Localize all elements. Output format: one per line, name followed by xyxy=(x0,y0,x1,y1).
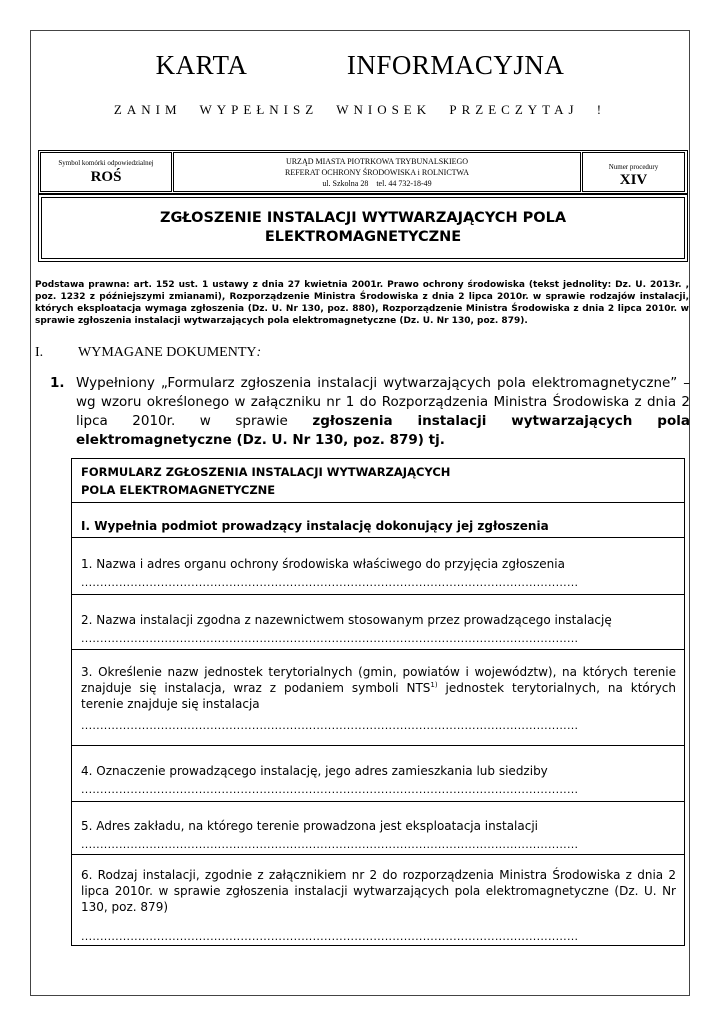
field-3-label-part-2: jednostek terytorialnych, na których terenie znajduje się instalacja xyxy=(81,681,676,711)
section-colon: : xyxy=(256,345,262,360)
form-field-6 xyxy=(72,855,684,945)
procedure-cell xyxy=(582,152,685,192)
form-part-heading xyxy=(72,503,684,538)
field-5-answer-line[interactable]: ................................................................................................................................... xyxy=(81,838,579,851)
unit-label: Symbol komórki odpowiedzialnej xyxy=(58,159,154,167)
field-2-answer-line[interactable]: ................................................................................................................................... xyxy=(81,632,579,645)
field-1-answer-line[interactable]: ................................................................................................................................... xyxy=(81,576,579,589)
document-title-box xyxy=(38,194,688,262)
form-field-3 xyxy=(72,650,684,746)
field-3-answer-line[interactable]: ................................................................................................................................... xyxy=(81,719,579,732)
procedure-value: XIV xyxy=(619,172,648,188)
item-text-bold: zgłoszenia instalacji wytwarzających pola elektromagnetyczne (Dz. U. Nr 130, poz. 879) tj. xyxy=(76,413,690,448)
office-line-3: ul. Szkolna 28 tel. 44 732-18-49 xyxy=(322,179,432,188)
field-2-label: 2. Nazwa instalacji zgodna z nazewnictwem stosowanym przez prowadzącego instalację xyxy=(81,613,612,627)
field-6-label: 6. Rodzaj instalacji, zgodnie z załącznikiem nr 2 do rozporządzenia Ministra Środowiska z dnia 2 lipca 2010r. w sprawie zgłoszenia instalacji wytwarzających pola elektromagnetyczne (Dz. U. Nr 130, poz. 879) xyxy=(81,868,676,914)
form-heading xyxy=(72,459,684,503)
office-line-2: REFERAT OCHRONY ŚRODOWISKA i ROLNICTWA xyxy=(284,168,469,177)
legal-basis: Podstawa prawna: art. 152 ust. 1 ustawy z dnia 27 kwietnia 2001r. Prawo ochrony środowiska (tekst jednolity: Dz. U. 2013r. , poz. 1232 z późniejszymi zmianami), Rozporządzenie Ministra Środowiska z dnia 2 lipca 2010r. w sprawie rodzajów instalacji, których eksploatacja wymaga zgłoszenia (Dz. U. Nr 130, poz. 880), Rozporządzenie Ministra Środowiska z dnia 2 lipca 2010r. w sprawie zgłoszenia instalacji wytwarzających pola elektromagnetyczne (Dz. U. Nr 130, poz. 879). xyxy=(35,280,689,326)
form-field-1 xyxy=(72,538,684,595)
form-field-5 xyxy=(72,802,684,855)
field-4-answer-line[interactable]: ................................................................................................................................... xyxy=(81,783,579,796)
field-3-label-part-1: 3. Określenie nazw jednostek terytorialnych (gmin, powiatów i województw), na których terenie znajduje się instalacja, wraz z podaniem symboli NTS xyxy=(81,665,676,695)
section-heading xyxy=(35,345,261,361)
procedure-label: Numer procedury xyxy=(608,163,659,171)
document-title: ZGŁOSZENIE INSTALACJI WYTWARZAJĄCYCH POLA ELEKTROMAGNETYCZNE xyxy=(159,210,567,245)
field-4-label: 4. Oznaczenie prowadzącego instalację, jego adres zamieszkania lub siedziby xyxy=(81,764,548,778)
section-number: I. xyxy=(35,345,44,360)
unit-value: ROŚ xyxy=(90,169,122,185)
page-title: KARTA INFORMACYJNA xyxy=(155,50,565,80)
field-3-label xyxy=(81,664,676,712)
form-table xyxy=(71,458,685,946)
form-heading-line-1: FORMULARZ ZGŁOSZENIA INSTALACJI WYTWARZAJĄCYCH xyxy=(81,465,451,479)
required-document-item xyxy=(50,374,690,450)
form-field-4 xyxy=(72,746,684,802)
office-line-1: URZĄD MIASTA PIOTRKOWA TRYBUNALSKIEGO xyxy=(285,157,469,166)
form-heading-line-2: POLA ELEKTROMAGNETYCZNE xyxy=(81,483,276,497)
footnote-ref: 1) xyxy=(430,681,438,689)
office-cell xyxy=(173,152,581,192)
form-part-heading-text: I. Wypełnia podmiot prowadzący instalację dokonujący jej zgłoszenia xyxy=(81,519,549,533)
item-number: 1. xyxy=(50,375,65,391)
field-5-label: 5. Adres zakładu, na którego terenie prowadzona jest eksploatacja instalacji xyxy=(81,819,538,833)
info-table xyxy=(38,150,688,194)
field-6-answer-line[interactable]: ................................................................................................................................... xyxy=(81,930,579,943)
field-1-label: 1. Nazwa i adres organu ochrony środowiska właściwego do przyjęcia zgłoszenia xyxy=(81,557,565,571)
section-title: WYMAGANE DOKUMENTY xyxy=(78,345,257,360)
form-field-2 xyxy=(72,595,684,650)
item-text: Wypełniony „Formularz zgłoszenia instalacji wytwarzających pola elektromagnetyczne” – wg wzoru określonego w załączniku nr 1 do Rozporządzenia Ministra Środowiska z dnia 2 lipca 2010r. w sprawie xyxy=(76,375,690,429)
page-subtitle: ZANIM WYPEŁNISZ WNIOSEK PRZECZYTAJ ! xyxy=(113,102,607,117)
unit-cell xyxy=(40,152,172,192)
